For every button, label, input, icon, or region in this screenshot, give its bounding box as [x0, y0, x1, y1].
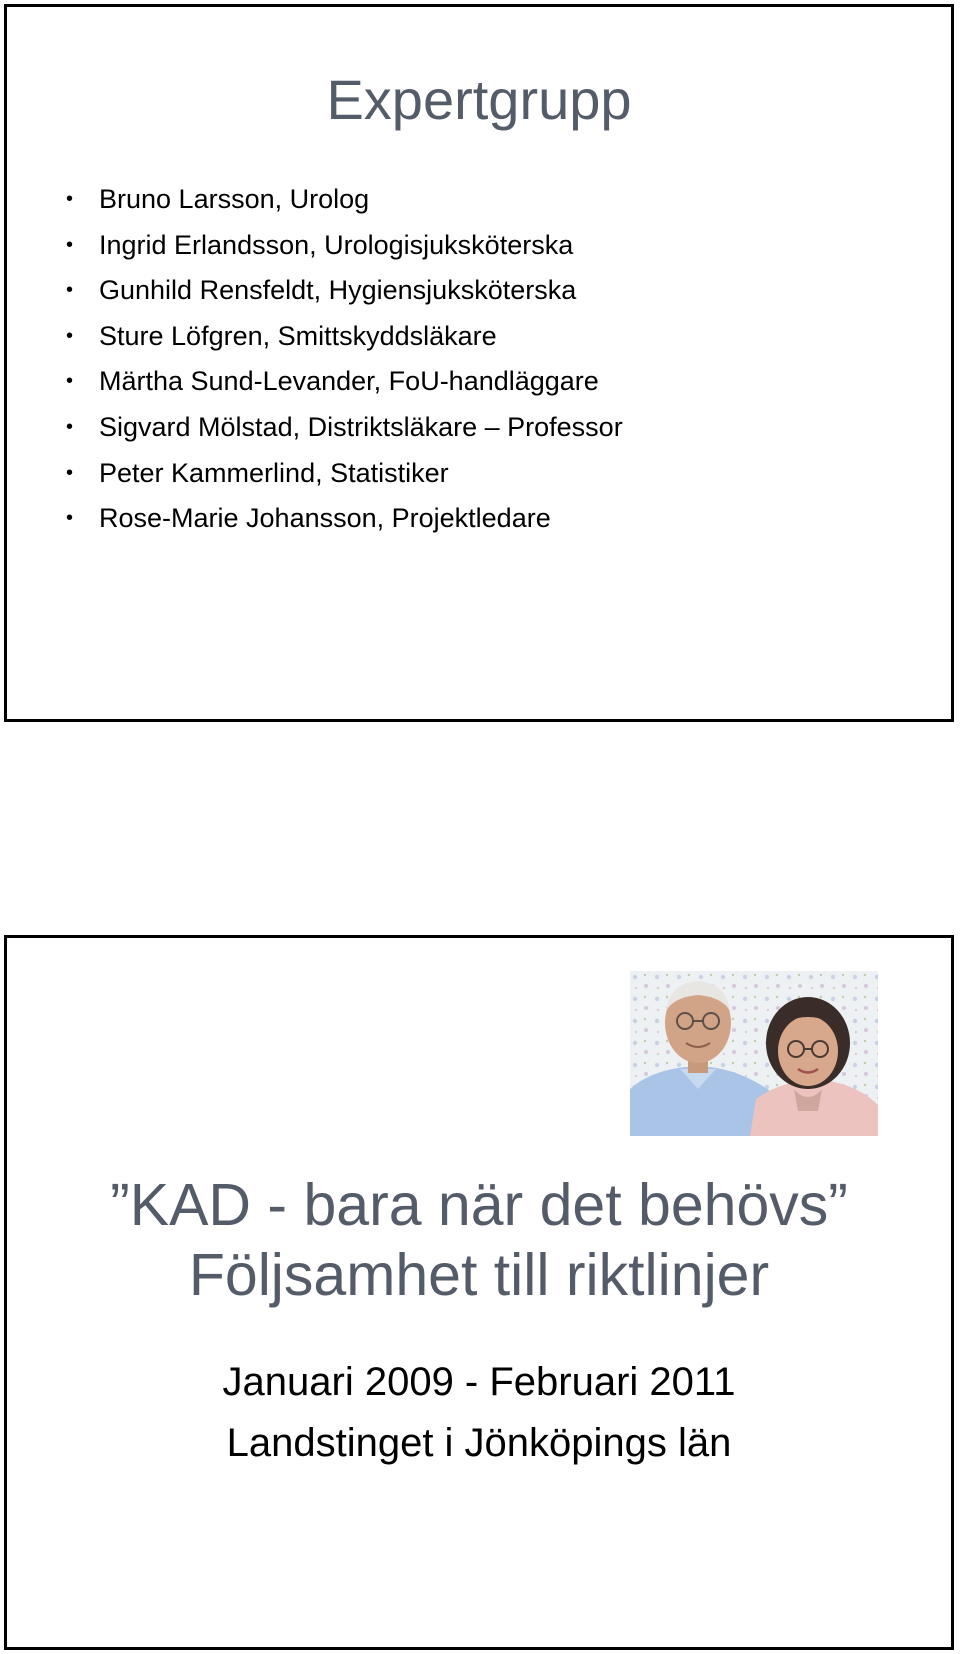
member-text: Rose-Marie Johansson, Projektledare: [99, 503, 551, 534]
bullet-icon: •: [66, 188, 74, 210]
slide-title: Expertgrupp: [326, 68, 632, 131]
list-item: [63, 223, 623, 269]
bullet-icon: •: [66, 324, 74, 347]
member-text: Peter Kammerlind, Statistiker: [99, 457, 449, 488]
member-list: [63, 177, 623, 542]
member-text: Sigvard Mölstad, Distriktsläkare – Professor: [99, 411, 623, 442]
slide-expertgrupp: [4, 4, 954, 722]
organization-name: Landstinget i Jönköpings län: [226, 1421, 732, 1465]
member-text: Bruno Larsson, Urolog: [99, 184, 370, 214]
list-item: [63, 314, 623, 360]
member-text: Gunhild Rensfeldt, Hygiensjuksköterska: [99, 275, 577, 306]
member-text: Märtha Sund-Levander, FoU-handläggare: [99, 366, 599, 397]
bullet-icon: •: [66, 415, 74, 438]
project-period: Januari 2009 - Februari 2011: [222, 1360, 736, 1404]
member-text: Sture Löfgren, Smittskyddsläkare: [99, 320, 497, 351]
bullet-icon: •: [66, 461, 74, 484]
bullet-icon: •: [66, 507, 74, 530]
elderly-couple-photo: [630, 971, 878, 1136]
slide-subtitle-compliance: Följsamhet till riktlinjer: [188, 1242, 770, 1308]
bullet-icon: •: [66, 279, 74, 302]
list-item: [63, 405, 623, 451]
list-item: [63, 177, 623, 223]
list-item: [63, 451, 623, 497]
slide-title-kad: ”KAD - bara när det behövs”: [110, 1172, 848, 1238]
list-item: [63, 496, 623, 542]
member-text: Ingrid Erlandsson, Urologisjuksköterska: [99, 229, 574, 260]
bullet-icon: •: [66, 370, 74, 393]
list-item: [63, 359, 623, 405]
slide-kad-title: [4, 935, 954, 1650]
list-item: [63, 268, 623, 314]
bullet-icon: •: [66, 233, 74, 256]
